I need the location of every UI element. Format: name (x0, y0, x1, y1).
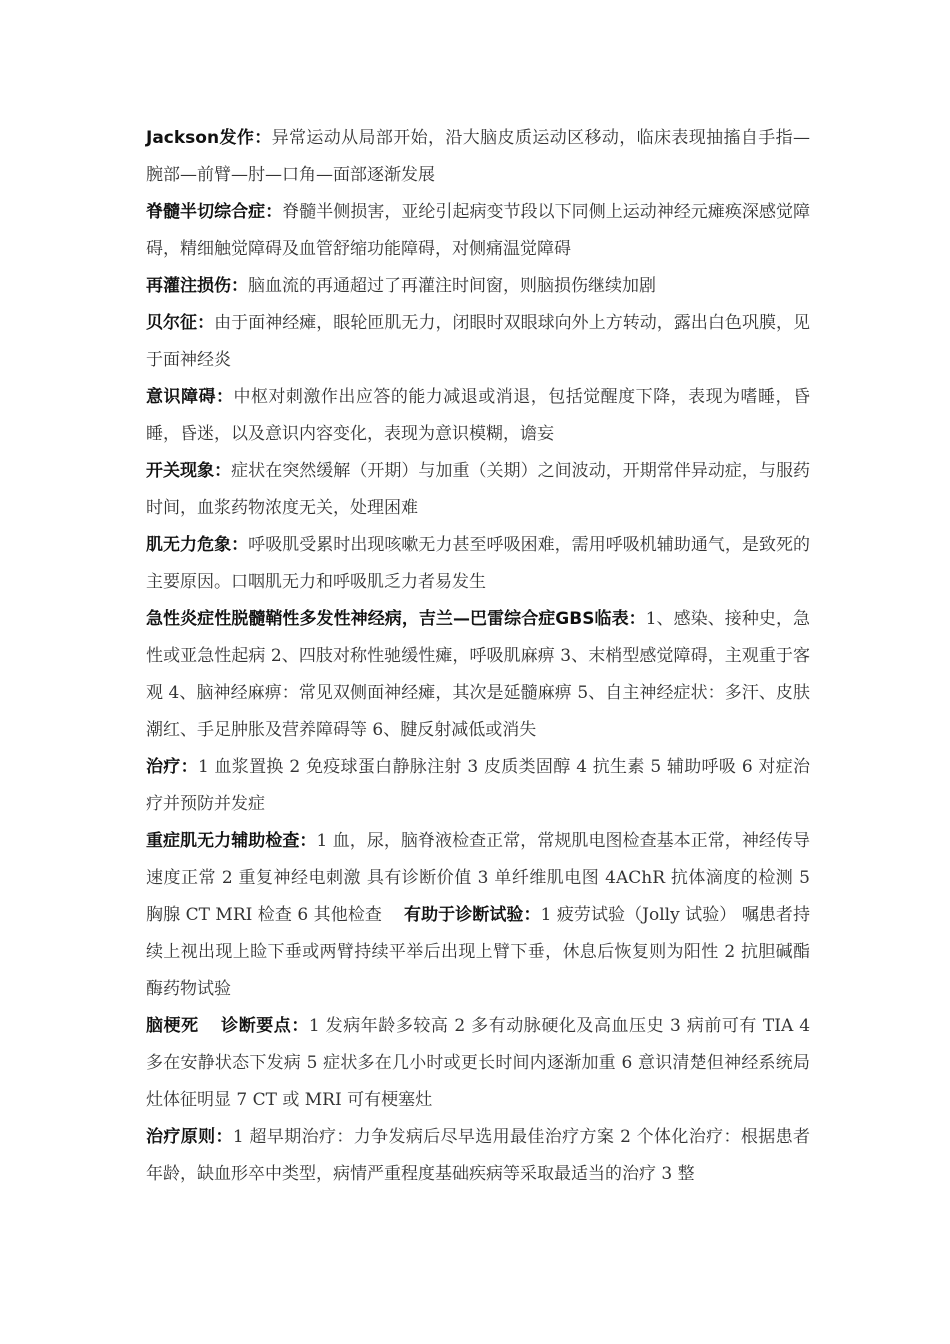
term-separator: ： (299, 831, 317, 851)
definition-text: 1 超早期治疗：力争发病后尽早选用最佳治疗方案 2 个体化治疗：根据患者年龄，缺血形卒中类型，病情严重程度基础疾病等采取最适当的治疗 3 整 (146, 1127, 811, 1184)
paragraph-reperfusion-injury (146, 268, 810, 305)
term-separator: ： (180, 757, 198, 777)
definition-text-secondary: 1 疲劳试验（Jolly 试验） 嘱患者持续上视出现上睑下垂或两臂持续平举后出现上臂下垂，休息后恢复则为阳性 2 抗胆碱酯酶药物试验 (146, 905, 811, 999)
paragraph-myasthenia-tests (146, 823, 810, 1008)
paragraph-brown-sequard (146, 194, 810, 268)
paragraph-myasthenic-crisis (146, 527, 810, 601)
term-separator: ： (523, 905, 541, 925)
definition-text: 呼吸肌受累时出现咳嗽无力甚至呼吸困难，需用呼吸机辅助通气，是致死的主要原因。口咽肌无力和呼吸肌乏力者易发生 (146, 535, 811, 592)
definition-text: 异常运动从局部开始，沿大脑皮质运动区移动，临床表现抽搐自手指—腕部—前臂—肘—口角—面部逐渐发展 (146, 128, 811, 185)
term-heading: 开关现象 (146, 461, 215, 481)
definition-text: 脑血流的再通超过了再灌注时间窗，则脑损伤继续加剧 (248, 276, 656, 296)
definition-text-secondary: 1 发病年龄多较高 2 多有动脉硬化及高血压史 3 病前可有 TIA 4 多在安静状态下发病 5 症状多在几小时或更长时间内逐渐加重 6 意识清楚但神经系统局灶体征明显 7 CT 或 MRI 可有梗塞灶 (146, 1016, 811, 1110)
paragraph-consciousness-disorder (146, 379, 810, 453)
term-heading: 再灌注损伤 (146, 276, 231, 296)
term-separator: ： (231, 276, 248, 296)
term-heading: 脑梗死 (146, 1016, 199, 1036)
definition-text: 1 血浆置换 2 免疫球蛋白静脉注射 3 皮质类固醇 4 抗生素 5 辅助呼吸 6 对症治疗并预防并发症 (146, 757, 811, 814)
definition-text: 1 血，尿，脑脊液检查正常，常规肌电图检查基本正常，神经传导速度正常 2 重复神经电刺激 具有诊断价值 3 单纤维肌电图 4AChR 抗体滴度的检测 5 胸腺 CT MRI 检查 6 其他检查 (146, 831, 810, 925)
definition-text: 症状在突然缓解（开期）与加重（关期）之间波动，开期常伴异动症，与服药时间，血浆药物浓度无关，处理困难 (146, 461, 811, 518)
paragraph-bell-sign (146, 305, 810, 379)
term-heading: 治疗 (146, 757, 181, 777)
term-heading-secondary: 有助于诊断试验 (403, 905, 524, 925)
term-heading: 贝尔征 (146, 313, 198, 333)
paragraph-jackson-seizure (146, 120, 810, 194)
term-separator: ： (628, 609, 646, 629)
paragraph-gbs-clinical (146, 601, 810, 749)
document-body (146, 120, 810, 1193)
term-separator: ： (231, 535, 249, 555)
term-separator: ： (215, 387, 234, 407)
paragraph-treatment-principles (146, 1119, 810, 1193)
term-heading: 脊髓半切综合症 (146, 202, 266, 222)
term-separator: ： (265, 202, 283, 222)
paragraph-cerebral-infarction (146, 1008, 810, 1119)
term-separator: ： (215, 1127, 233, 1147)
term-heading: 重症肌无力辅助检查 (146, 831, 300, 851)
paragraph-gbs-treatment (146, 749, 810, 823)
term-heading: 肌无力危象 (146, 535, 232, 555)
term-heading: Jackson发作 (146, 128, 255, 148)
term-heading: 急性炎症性脱髓鞘性多发性神经病，吉兰—巴雷综合症GBS临表 (146, 609, 629, 629)
definition-text: 由于面神经瘫，眼轮匝肌无力，闭眼时双眼球向外上方转动，露出白色巩膜，见于面神经炎 (146, 313, 811, 370)
definition-text: 中枢对刺激作出应答的能力减退或消退，包括觉醒度下降，表现为嗜睡，昏睡，昏迷，以及意识内容变化，表现为意识模糊，谵妄 (146, 387, 811, 444)
definition-text: 脊髓半侧损害，亚纶引起病变节段以下同侧上运动神经元瘫痪深感觉障碍，精细触觉障碍及血管舒缩功能障碍，对侧痛温觉障碍 (146, 202, 811, 259)
term-separator: ： (291, 1016, 309, 1036)
term-heading: 意识障碍 (146, 387, 216, 407)
term-heading-secondary: 诊断要点 (220, 1016, 292, 1036)
term-separator: ： (254, 128, 272, 148)
term-separator: ： (214, 461, 232, 481)
definition-text: 1、感染、接种史，急性或亚急性起病 2、四肢对称性驰缓性瘫，呼吸肌麻痹 3、末梢型感觉障碍，主观重于客观 4、脑神经麻痹：常见双侧面神经瘫，其次是延髓麻痹 5、自主神经症状：多汗、皮肤潮红、手足肿胀及营养障碍等 6、腱反射减低或消失 (146, 609, 810, 740)
term-heading: 治疗原则 (146, 1127, 216, 1147)
paragraph-on-off-phenomenon (146, 453, 810, 527)
term-separator: ： (197, 313, 215, 333)
